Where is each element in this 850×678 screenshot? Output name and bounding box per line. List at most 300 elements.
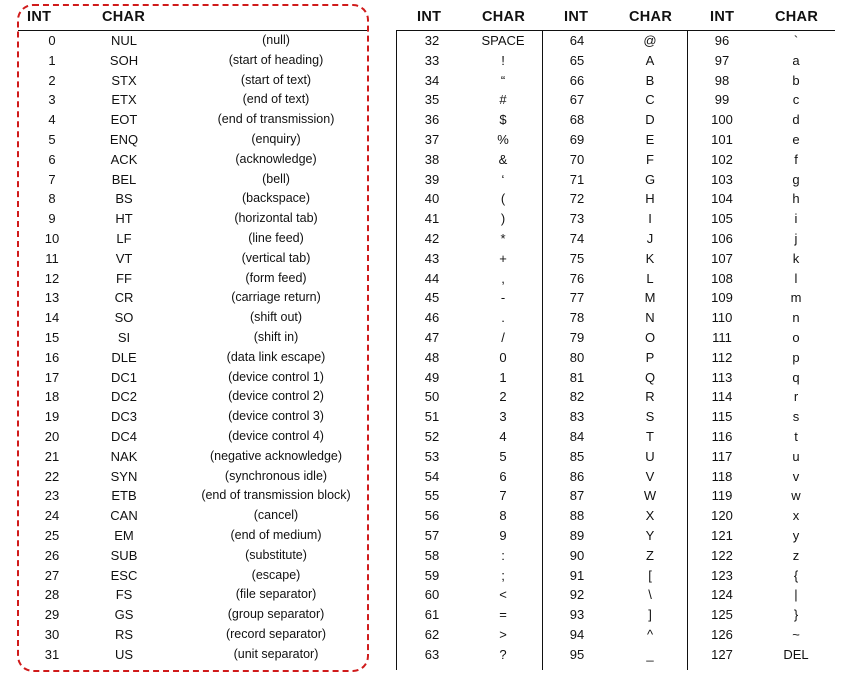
int-cell: 65 (569, 52, 585, 68)
char-cell: m (790, 290, 802, 306)
char-cell: SOH (109, 52, 139, 68)
char-cell: RS (114, 627, 134, 642)
int-cell: 108 (711, 270, 733, 286)
int-cell: 47 (424, 330, 440, 345)
char-cell: p (792, 349, 800, 365)
int-cell: 32 (424, 33, 440, 48)
char-cell: 1 (499, 369, 507, 385)
int-cell: 124 (711, 587, 733, 603)
char-cell: DC1 (110, 369, 138, 385)
int-cell: 121 (711, 528, 733, 543)
int-cell: 9 (48, 211, 56, 227)
description-cell: (cancel) (253, 508, 299, 523)
int-cell: 106 (711, 231, 733, 246)
int-cell: 38 (424, 151, 440, 167)
int-cell: 19 (44, 409, 60, 425)
char-cell: ENQ (109, 132, 139, 147)
char-cell: FF (116, 270, 132, 286)
char-cell: ! (501, 52, 505, 68)
int-cell: 22 (44, 468, 60, 484)
char-cell: s (792, 409, 800, 425)
int-cell: 85 (569, 448, 585, 464)
int-cell: 95 (569, 646, 585, 662)
description-cell: (start of text) (240, 72, 312, 87)
description-cell: (end of transmission block) (201, 488, 351, 503)
int-cell: 20 (44, 429, 60, 444)
char-cell: b (792, 72, 800, 88)
char-cell: w (791, 488, 801, 504)
char-cell: LF (116, 231, 132, 246)
int-cell: 37 (424, 132, 440, 147)
header-char-3: CHAR (629, 9, 673, 25)
int-cell: 18 (44, 389, 60, 405)
char-cell: e (792, 132, 800, 147)
char-cell: 2 (499, 389, 507, 405)
int-cell: 46 (424, 310, 440, 326)
char-cell: ETX (111, 92, 137, 108)
description-cell: (line feed) (248, 231, 304, 245)
char-cell: US (114, 646, 134, 662)
char-cell: EM (114, 528, 134, 543)
char-cell: / (501, 330, 505, 345)
int-cell: 70 (569, 151, 585, 167)
int-cell: 52 (424, 429, 440, 444)
int-cell: 24 (44, 508, 60, 524)
int-cell: 51 (424, 409, 440, 425)
char-cell: 6 (499, 468, 507, 484)
char-cell: HT (115, 211, 133, 227)
char-cell: DLE (111, 349, 137, 365)
int-cell: 123 (711, 567, 733, 583)
int-cell: 82 (569, 389, 585, 405)
int-cell: 0 (48, 33, 56, 48)
char-cell: # (499, 92, 507, 108)
char-cell: 0 (499, 349, 507, 365)
description-cell: (bell) (262, 171, 290, 186)
char-cell: T (646, 429, 654, 444)
int-cell: 84 (569, 429, 585, 444)
char-cell: DC2 (110, 389, 138, 405)
char-cell: = (499, 607, 507, 623)
char-cell: ; (501, 567, 505, 583)
char-cell: } (793, 607, 799, 623)
int-cell: 113 (711, 369, 733, 385)
char-cell: C (645, 92, 655, 108)
description-cell: (carriage return) (231, 290, 321, 305)
description-cell: (shift out) (249, 310, 303, 325)
int-cell: 75 (569, 250, 585, 266)
char-cell: CR (114, 290, 134, 306)
int-cell: 76 (569, 270, 585, 286)
char-cell: @ (643, 33, 657, 48)
int-cell: 116 (711, 429, 733, 444)
int-cell: 101 (711, 132, 733, 147)
char-cell: - (500, 290, 506, 306)
char-cell: STX (111, 72, 137, 88)
int-cell: 3 (48, 92, 56, 108)
int-cell: 26 (44, 547, 60, 563)
char-cell: M (644, 290, 656, 306)
int-cell: 120 (711, 508, 733, 524)
char-cell: DEL (783, 646, 809, 662)
int-cell: 17 (44, 369, 60, 385)
int-cell: 100 (711, 112, 733, 128)
int-cell: 4 (48, 112, 56, 128)
char-cell: : (501, 547, 505, 563)
int-cell: 81 (569, 369, 585, 385)
char-cell: 7 (499, 488, 507, 504)
char-cell: j (794, 231, 798, 246)
char-cell: h (792, 191, 800, 207)
char-cell: N (645, 310, 655, 326)
char-cell: % (497, 132, 509, 147)
char-cell: DC4 (110, 429, 138, 444)
int-cell: 69 (569, 132, 585, 147)
int-cell: 112 (711, 349, 733, 365)
int-cell: 105 (711, 211, 733, 227)
char-cell: ` (793, 33, 799, 48)
char-cell: DC3 (110, 409, 138, 425)
int-cell: 10 (44, 231, 60, 246)
char-cell: BS (115, 191, 133, 207)
column-divider-2 (542, 30, 543, 670)
int-cell: 21 (44, 448, 60, 464)
char-cell: H (645, 191, 655, 207)
char-cell: 9 (499, 528, 507, 543)
int-cell: 119 (711, 488, 733, 504)
int-cell: 115 (711, 409, 733, 425)
header-int-4: INT (710, 9, 735, 25)
int-cell: 73 (569, 211, 585, 227)
description-cell: (form feed) (245, 270, 307, 285)
header-int-3: INT (564, 9, 589, 25)
int-cell: 30 (44, 627, 60, 642)
char-cell: o (792, 330, 800, 345)
description-cell: (substitute) (245, 547, 307, 562)
int-cell: 92 (569, 587, 585, 603)
int-cell: 96 (714, 33, 730, 48)
int-cell: 6 (48, 151, 56, 167)
char-cell: ESC (110, 567, 138, 583)
char-cell: K (645, 250, 655, 266)
int-cell: 79 (569, 330, 585, 345)
char-cell: i (794, 211, 798, 227)
char-cell: ETB (111, 488, 137, 504)
char-cell: l (794, 270, 798, 286)
char-cell: u (792, 448, 800, 464)
char-cell: W (643, 488, 657, 504)
int-cell: 23 (44, 488, 60, 504)
int-cell: 34 (424, 72, 440, 88)
char-cell: q (792, 369, 800, 385)
char-cell: ~ (792, 627, 800, 642)
description-cell: (escape) (251, 567, 301, 582)
char-cell: $ (499, 112, 507, 128)
char-cell: VT (115, 250, 133, 266)
header-char-1: CHAR (102, 9, 146, 25)
int-cell: 31 (44, 646, 60, 662)
char-cell: y (792, 528, 800, 543)
description-cell: (enquiry) (251, 132, 301, 146)
char-cell: U (645, 448, 655, 464)
char-cell: V (645, 468, 655, 484)
int-cell: 117 (711, 448, 733, 464)
char-cell: [ (648, 567, 652, 583)
int-cell: 12 (44, 270, 60, 286)
int-cell: 64 (569, 33, 585, 48)
char-cell: n (792, 310, 800, 326)
char-cell: > (499, 627, 507, 642)
int-cell: 99 (714, 92, 730, 108)
char-cell: a (792, 52, 800, 68)
char-cell: 8 (499, 508, 507, 524)
char-cell: ) (500, 211, 506, 227)
int-cell: 1 (48, 52, 56, 68)
char-cell: ] (648, 607, 652, 623)
char-cell: SI (117, 330, 131, 345)
column-divider-3 (687, 30, 688, 670)
int-cell: 93 (569, 607, 585, 623)
int-cell: 66 (569, 72, 585, 88)
char-cell: _ (646, 646, 654, 662)
int-cell: 68 (569, 112, 585, 128)
column-divider-1 (396, 30, 397, 670)
int-cell: 49 (424, 369, 440, 385)
char-cell: Z (646, 547, 654, 563)
int-cell: 16 (44, 349, 60, 365)
int-cell: 55 (424, 488, 440, 504)
header-char-2: CHAR (482, 9, 526, 25)
char-cell: 5 (499, 448, 507, 464)
char-cell: * (500, 231, 506, 246)
char-cell: v (792, 468, 800, 484)
int-cell: 28 (44, 587, 60, 603)
int-cell: 122 (711, 547, 733, 563)
int-cell: 60 (424, 587, 440, 603)
description-cell: (device control 3) (228, 409, 324, 424)
int-cell: 118 (711, 468, 733, 484)
description-cell: (unit separator) (233, 646, 319, 661)
int-cell: 94 (569, 627, 585, 642)
description-cell: (synchronous idle) (224, 468, 328, 483)
char-cell: R (645, 389, 655, 405)
char-cell: S (645, 409, 655, 425)
char-cell: I (648, 211, 652, 227)
int-cell: 27 (44, 567, 60, 583)
char-cell: c (792, 92, 800, 108)
description-cell: (null) (262, 33, 290, 47)
description-cell: (data link escape) (226, 349, 326, 364)
int-cell: 103 (711, 171, 733, 187)
char-cell: Y (645, 528, 655, 543)
int-cell: 63 (424, 646, 440, 662)
char-cell: d (792, 112, 800, 128)
char-cell: X (645, 508, 655, 524)
int-cell: 59 (424, 567, 440, 583)
char-cell: r (793, 389, 799, 405)
int-cell: 61 (424, 607, 440, 623)
char-cell: g (792, 171, 800, 187)
description-cell: (end of medium) (230, 528, 322, 542)
int-cell: 58 (424, 547, 440, 563)
header-rule-2 (397, 30, 835, 31)
int-cell: 62 (424, 627, 440, 642)
char-cell: SPACE (481, 33, 525, 48)
int-cell: 71 (569, 171, 585, 187)
char-cell: NAK (110, 448, 138, 464)
int-cell: 110 (711, 310, 733, 326)
char-cell: ? (499, 646, 507, 662)
description-cell: (file separator) (235, 587, 317, 602)
char-cell: P (645, 349, 655, 365)
char-cell: G (644, 171, 656, 187)
char-cell: 3 (499, 409, 507, 425)
description-cell: (device control 4) (228, 429, 324, 443)
char-cell: GS (114, 607, 134, 623)
char-cell: ( (500, 191, 506, 207)
int-cell: 25 (44, 528, 60, 543)
int-cell: 53 (424, 448, 440, 464)
int-cell: 126 (711, 627, 733, 642)
char-cell: SYN (110, 468, 138, 484)
int-cell: 29 (44, 607, 60, 623)
description-cell: (device control 1) (228, 369, 324, 384)
int-cell: 77 (569, 290, 585, 306)
int-cell: 104 (711, 191, 733, 207)
char-cell: ^ (646, 627, 654, 642)
int-cell: 43 (424, 250, 440, 266)
int-cell: 11 (45, 250, 59, 266)
char-cell: x (792, 508, 800, 524)
char-cell: & (498, 151, 508, 167)
int-cell: 14 (44, 310, 60, 326)
char-cell: J (646, 231, 654, 246)
description-cell: (device control 2) (228, 389, 324, 404)
int-cell: 125 (711, 607, 733, 623)
int-cell: 102 (711, 151, 733, 167)
char-cell: FS (115, 587, 133, 603)
char-cell: E (645, 132, 655, 147)
description-cell: (shift in) (253, 330, 299, 344)
int-cell: 39 (424, 171, 440, 187)
char-cell: 4 (499, 429, 507, 444)
int-cell: 35 (424, 92, 440, 108)
char-cell: L (646, 270, 654, 286)
header-int-1: INT (27, 9, 52, 25)
int-cell: 89 (569, 528, 585, 543)
int-cell: 7 (48, 171, 56, 187)
description-cell: (acknowledge) (235, 151, 317, 166)
description-cell: (group separator) (227, 607, 325, 622)
int-cell: 45 (424, 290, 440, 306)
int-cell: 2 (48, 72, 56, 88)
int-cell: 91 (569, 567, 585, 583)
int-cell: 88 (569, 508, 585, 524)
int-cell: 5 (48, 132, 56, 147)
int-cell: 48 (424, 349, 440, 365)
description-cell: (horizontal tab) (234, 211, 318, 226)
int-cell: 127 (711, 646, 733, 662)
int-cell: 67 (569, 92, 585, 108)
char-cell: k (792, 250, 800, 266)
char-cell: t (794, 429, 798, 444)
int-cell: 111 (712, 330, 732, 345)
char-cell: < (499, 587, 507, 603)
char-cell: f (794, 151, 798, 167)
int-cell: 72 (569, 191, 585, 207)
description-cell: (record separator) (225, 627, 327, 641)
char-cell: | (794, 587, 798, 603)
char-cell: ‘ (501, 171, 505, 187)
int-cell: 13 (44, 290, 60, 306)
int-cell: 8 (48, 191, 56, 207)
int-cell: 57 (424, 528, 440, 543)
int-cell: 97 (714, 52, 730, 68)
int-cell: 33 (424, 52, 440, 68)
int-cell: 80 (569, 349, 585, 365)
int-cell: 86 (569, 468, 585, 484)
char-cell: . (501, 310, 505, 326)
int-cell: 107 (711, 250, 733, 266)
int-cell: 87 (569, 488, 585, 504)
header-int-2: INT (417, 9, 442, 25)
int-cell: 78 (569, 310, 585, 326)
int-cell: 44 (424, 270, 440, 286)
char-cell: BEL (111, 171, 137, 187)
int-cell: 98 (714, 72, 730, 88)
char-cell: Q (644, 369, 656, 385)
int-cell: 114 (711, 389, 733, 405)
char-cell: NUL (110, 33, 138, 48)
char-cell: D (645, 112, 655, 128)
char-cell: “ (500, 72, 506, 88)
int-cell: 50 (424, 389, 440, 405)
char-cell: { (793, 567, 799, 583)
char-cell: A (645, 52, 655, 68)
char-cell: , (501, 270, 505, 286)
char-cell: \ (648, 587, 652, 603)
int-cell: 83 (569, 409, 585, 425)
char-cell: SUB (110, 547, 138, 563)
char-cell: ACK (110, 151, 138, 167)
int-cell: 90 (569, 547, 585, 563)
description-cell: (negative acknowledge) (209, 448, 343, 463)
int-cell: 56 (424, 508, 440, 524)
int-cell: 36 (424, 112, 440, 128)
control-chars-highlight (17, 4, 369, 672)
char-cell: EOT (110, 112, 138, 128)
char-cell: CAN (110, 508, 138, 524)
header-char-4: CHAR (775, 9, 819, 25)
description-cell: (end of text) (242, 92, 310, 107)
int-cell: 15 (44, 330, 60, 345)
description-cell: (start of heading) (228, 52, 324, 67)
char-cell: + (499, 250, 507, 266)
char-cell: O (644, 330, 656, 345)
description-cell: (backspace) (241, 191, 311, 206)
description-cell: (end of transmission) (217, 112, 335, 127)
char-cell: F (646, 151, 654, 167)
int-cell: 42 (424, 231, 440, 246)
char-cell: SO (114, 310, 134, 326)
description-cell: (vertical tab) (241, 250, 311, 265)
int-cell: 41 (424, 211, 440, 227)
int-cell: 54 (424, 468, 440, 484)
int-cell: 109 (711, 290, 733, 306)
int-cell: 40 (424, 191, 440, 207)
char-cell: B (645, 72, 655, 88)
int-cell: 74 (569, 231, 585, 246)
